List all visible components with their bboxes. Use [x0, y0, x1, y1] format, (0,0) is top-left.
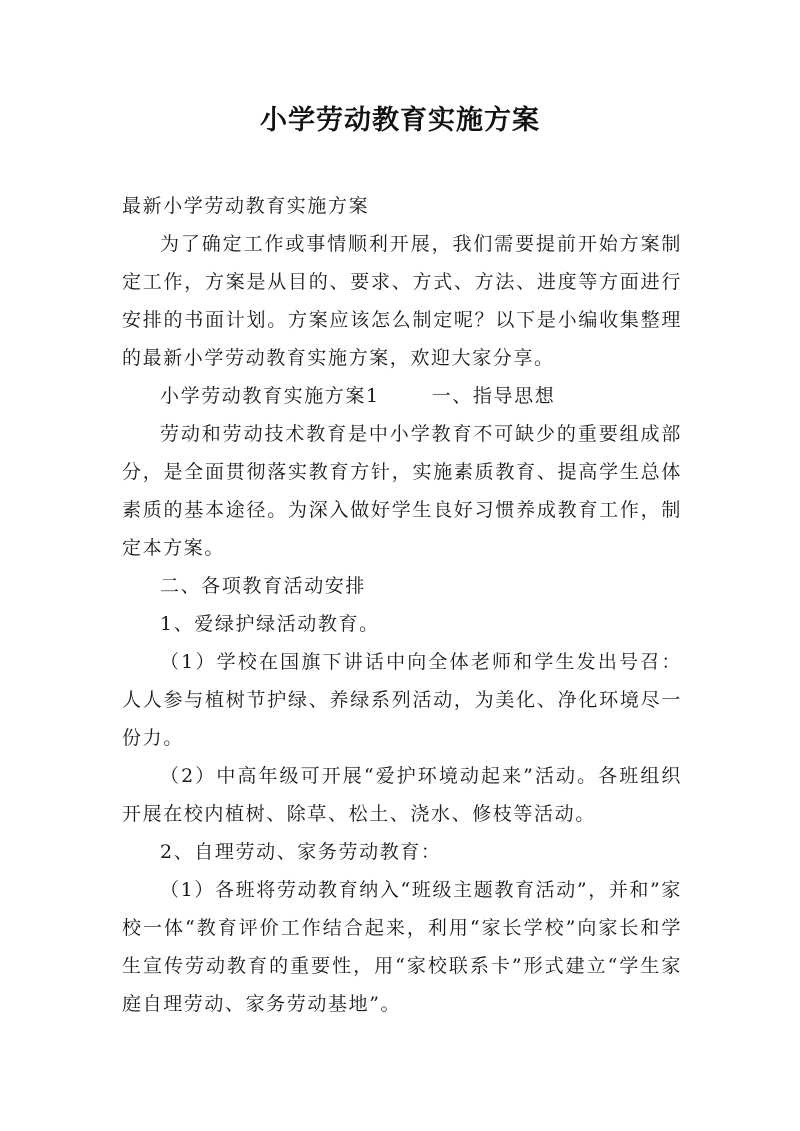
item2-heading: 2、自理劳动、家务劳动教育： [160, 841, 442, 863]
plan-subtitle-line [122, 377, 682, 415]
intro-paragraph: 为了确定工作或事情顺利开展，我们需要提前开始方案制定工作，方案是从目的、要求、方式、方法、进度等方面进行安排的书面计划。方案应该怎么制定呢？以下是小编收集整理的最新小学劳动教育实施方案，欢迎大家分享。 [122, 233, 682, 369]
item1-sub1: （1）学校在国旗下讲话中向全体老师和学生发出号召：人人参与植树节护绿、养绿系列活动，为美化、净化环境尽一份力。 [122, 651, 682, 749]
item1-sub2: （2）中高年级可开展“爱护环境动起来”活动。各班组织开展在校内植树、除草、松土、浇水、修枝等活动。 [122, 765, 682, 825]
section2-heading: 二、各项教育活动安排 [160, 575, 367, 597]
item1-heading: 1、爱绿护绿活动教育。 [160, 613, 380, 635]
plan-label: 小学劳动教育实施方案1 [160, 385, 380, 407]
section1-body: 劳动和劳动技术教育是中小学教育不可缺少的重要组成部分，是全面贯彻落实教育方针，实施素质教育、提高学生总体素质的基本途径。为深入做好学生良好习惯养成教育工作，制定本方案。 [122, 423, 682, 559]
document-title: 小学劳动教育实施方案 [260, 105, 540, 136]
section1-heading: 一、指导思想 [431, 385, 556, 407]
document-body [122, 187, 682, 1023]
item2-sub1: （1）各班将劳动教育纳入“班级主题教育活动”，并和”家校一体“教育评价工作结合起来，利用“家长学校”向家长和学生宣传劳动教育的重要性，用“家校联系卡”形式建立“学生家庭自理劳动、家务劳动基地”。 [122, 879, 682, 1015]
document-heading: 最新小学劳动教育实施方案 [122, 195, 370, 217]
